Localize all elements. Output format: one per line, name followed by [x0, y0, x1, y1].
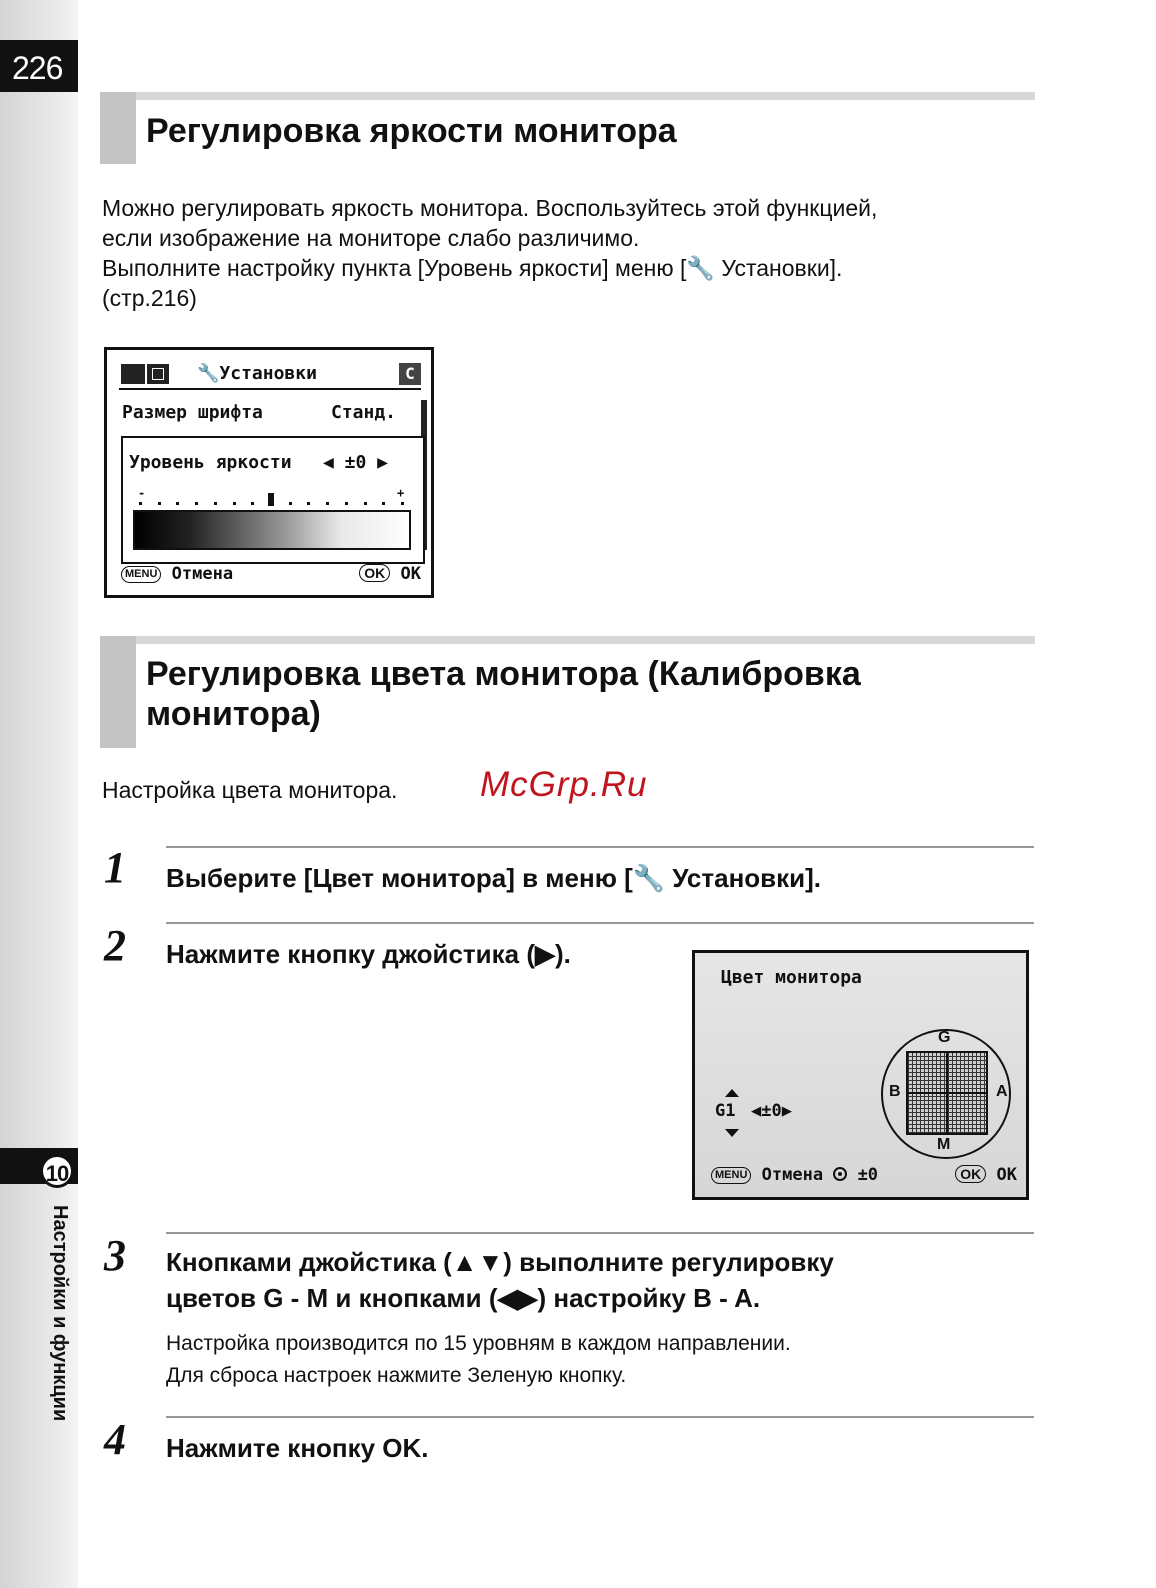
scale-min-label: -	[138, 486, 146, 500]
screen-title: Цвет монитора	[721, 967, 862, 988]
scale-tick	[289, 502, 292, 505]
step-divider	[166, 846, 1034, 848]
heading-rule	[136, 636, 1035, 644]
joystick-center-icon	[833, 1167, 847, 1181]
playback-icon	[147, 364, 169, 384]
scale-tick	[251, 502, 254, 505]
font-size-label: Размер шрифта	[122, 402, 263, 423]
scale-tick	[214, 502, 217, 505]
step-text: Нажмите кнопку OK.	[166, 1433, 429, 1463]
brightness-screen	[104, 347, 434, 598]
ok-group	[955, 1165, 1017, 1185]
screen-footer	[711, 1165, 1017, 1185]
brightness-label: Уровень яркости	[129, 452, 292, 473]
scale-tick	[139, 502, 142, 505]
brightness-popup	[121, 436, 425, 564]
chapter-number-badge: 10	[40, 1154, 74, 1188]
chapter-title: Настройки и функции	[49, 1205, 71, 1422]
scale-tick	[233, 502, 236, 505]
scale-tick	[326, 502, 329, 505]
ok-label: OK	[400, 564, 421, 584]
step-text: Выберите [Цвет монитора] в меню [🔧 Установки].	[166, 863, 822, 893]
scale-tick	[307, 502, 310, 505]
axis-label-b: B	[889, 1083, 901, 1100]
scale-tick	[270, 502, 273, 505]
page-number: 226	[0, 40, 78, 92]
ok-label: OK	[996, 1165, 1017, 1185]
camera-icon	[121, 364, 145, 384]
section-heading-color	[100, 636, 1035, 748]
step-number: 3	[104, 1231, 126, 1280]
color-grid-axis-v	[946, 1051, 948, 1135]
step-text-line: цветов G - M и кнопками (◀▶) настройку B - A.	[166, 1283, 761, 1313]
step-divider	[166, 1416, 1034, 1418]
section-title: Регулировка яркости монитора	[146, 112, 677, 150]
section-title-line: Регулировка цвета монитора (Калибровка	[146, 655, 861, 693]
menu-button-icon: MENU	[121, 566, 161, 583]
ok-button-icon: OK	[359, 564, 390, 582]
scale-tick	[401, 502, 404, 505]
screen-header	[119, 362, 421, 390]
ok-button-icon: OK	[955, 1165, 986, 1183]
brightness-value: ◀ ±0 ▶	[323, 452, 389, 473]
monitor-color-screen	[692, 950, 1029, 1200]
scale-tick	[382, 502, 385, 505]
reset-value: ±0	[857, 1165, 879, 1185]
step-number: 4	[104, 1415, 126, 1464]
paragraph-line: Выполните настройку пункта [Уровень яркости] меню [🔧 Установки].	[102, 255, 843, 281]
section-heading-brightness	[100, 92, 1035, 164]
brightness-gradient	[133, 510, 411, 550]
scale-tick	[345, 502, 348, 505]
axis-label-m: M	[937, 1136, 951, 1153]
step-divider	[166, 1232, 1034, 1234]
arrow-up-icon	[725, 1089, 739, 1097]
scale-tick	[364, 502, 367, 505]
screen-footer	[121, 564, 421, 584]
watermark: McGrp.Ru	[480, 765, 648, 804]
step-text: Нажмите кнопку джойстика (▶).	[166, 939, 571, 969]
step-note-line: Для сброса настроек нажмите Зеленую кнопку.	[166, 1364, 627, 1387]
axis-label-a: A	[996, 1083, 1008, 1100]
g1-value: ◀±0▶	[751, 1101, 792, 1121]
menu-title: 🔧Установки	[197, 363, 317, 384]
step-number: 2	[104, 921, 126, 970]
step-text-line: Кнопками джойстика (▲▼) выполните регулировку	[166, 1247, 834, 1277]
heading-bar	[100, 92, 136, 164]
color-wheel	[881, 1029, 1015, 1159]
font-size-value: Станд.	[331, 402, 397, 423]
ok-group	[359, 564, 421, 584]
scale-max-label: +	[397, 486, 405, 500]
step-number: 1	[104, 843, 126, 892]
scale-tick	[195, 502, 198, 505]
custom-tab-icon: C	[399, 363, 421, 385]
brightness-scale	[137, 486, 407, 508]
step-divider	[166, 922, 1034, 924]
section2-intro: Настройка цвета монитора.	[102, 777, 398, 803]
cancel-label: Отмена	[171, 564, 234, 584]
paragraph-line: (стр.216)	[102, 285, 197, 311]
scale-tick	[176, 502, 179, 505]
section-title-line: монитора)	[146, 695, 321, 733]
step-note-line: Настройка производится по 15 уровням в каждом направлении.	[166, 1332, 791, 1355]
arrow-down-icon	[725, 1129, 739, 1137]
paragraph-line: если изображение на мониторе слабо различимо.	[102, 225, 640, 251]
axis-label-g: G	[938, 1029, 951, 1046]
scale-tick	[158, 502, 161, 505]
heading-bar	[100, 636, 136, 748]
paragraph-line: Можно регулировать яркость монитора. Воспользуйтесь этой функцией,	[102, 195, 878, 221]
heading-rule	[136, 92, 1035, 100]
menu-button-icon: MENU	[711, 1167, 751, 1184]
g1-label: G1	[715, 1101, 736, 1121]
cancel-label: Отмена	[761, 1165, 824, 1185]
